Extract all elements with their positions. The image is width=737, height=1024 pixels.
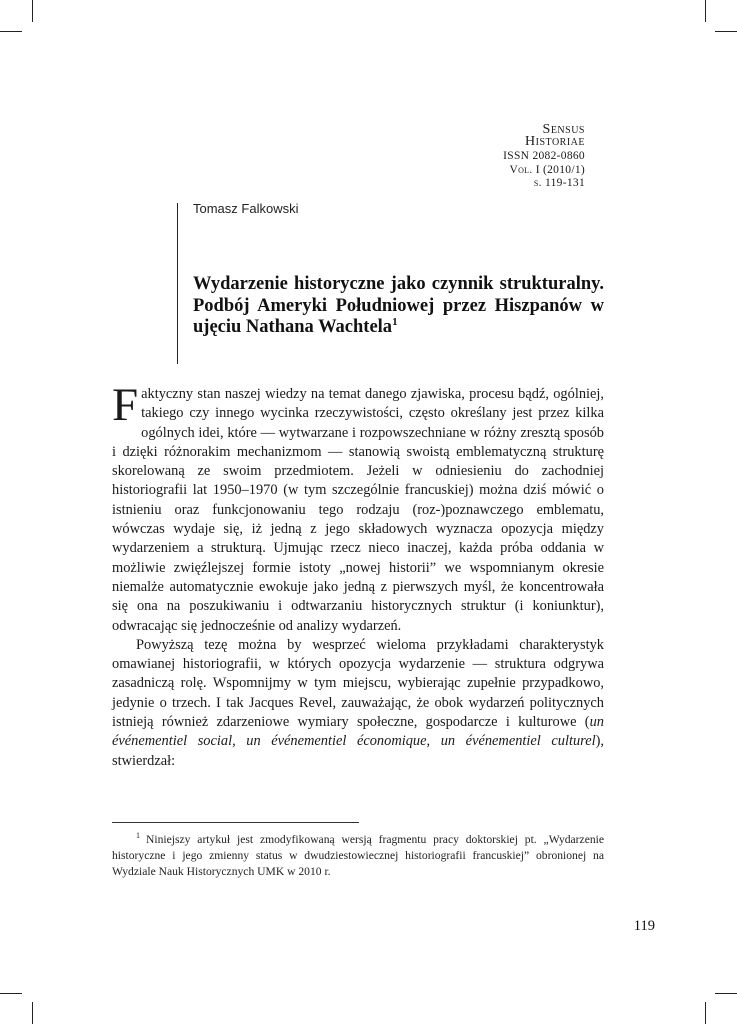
footnote-rule — [112, 822, 359, 823]
paragraph-1-text: aktyczny stan naszej wiedzy na temat danego zjawiska, procesu bądź, ogólniej, takiego czy innego wycinka rzeczywistości, często określany jest przez kilka ogólnych idei, które — wytwarzane i rozpowszechniane w różny zresztą sposób i dzięki różnorakim mechanizmom — stanowią swoistą emblematyczną strukturę skorelowaną ze swoim przedmiotem. Jeżeli w odniesieniu do zachodniej historiografii lat 1950–1970 (w tym szczególnie francuskiej) można dziś mówić o istnieniu oraz funkcjonowaniu tego rodzaju (roz-)poznawczego emblematu, wówczas wydaje się, iż jedną z jego składowych wyznacza opozycja między wydarzeniem a strukturą. Ujmując rzecz nieco inaczej, każda próba oddania w możliwie zwięźlejszej formie istoty „nowej historii” we wspomnianym okresie niemalże automatycznie ewokuje jako jedną z pierwszych myśl, że koncentrowała się ona na poszukiwaniu i odtwarzaniu historycznych struktur (i koniunktur), odwracając się jednocześnie od analizy wydarzeń. — [112, 386, 604, 634]
page-number: 119 — [633, 918, 655, 934]
paragraph-1 — [112, 379, 604, 636]
journal-name-line2: Historiae — [525, 134, 585, 149]
article-title-text: Wydarzenie historyczne jako czynnik strukturalny. Podbój Ameryki Południowej przez Hiszpanów w ujęciu Nathana Wachtela — [193, 274, 604, 337]
journal-header — [503, 124, 585, 191]
paragraph-2-italic: un événementiel social, un événementiel économique, un événementiel culturel — [112, 714, 604, 750]
journal-name — [503, 124, 585, 148]
crop-mark — [32, 1002, 33, 1024]
article-body — [112, 379, 604, 771]
article-title — [193, 274, 604, 339]
journal-issn: ISSN 2082-0860 — [503, 150, 585, 162]
journal-volume: Vol. I (2010/1) — [509, 163, 585, 176]
journal-pages: s. 119-131 — [533, 177, 585, 189]
paragraph-2-end: ), stwierdzał: — [112, 733, 604, 769]
footnote-number: 1 — [136, 831, 140, 840]
crop-mark — [715, 31, 737, 32]
crop-mark — [32, 0, 33, 22]
crop-mark — [0, 993, 22, 994]
crop-mark — [705, 0, 706, 22]
crop-mark — [705, 1002, 706, 1024]
paragraph-2-text: Powyższą tezę można by wesprzeć wieloma przykładami charakterystyk omawianej historiografii, w których opozycja wydarzenie — struktura odgrywa zasadniczą rolę. Wspomnijmy w tym miejscu, wybierając zupełnie przypadkowo, jedynie o trzech. I tak Jacques Revel, zauważając, że obok wydarzeń politycznych istnieją również zdarzeniowe wymiary społeczne, gospodarcze i kulturowe ( — [112, 636, 604, 731]
drop-cap: F — [112, 379, 139, 431]
footnote-text: Niniejszy artykuł jest zmodyfikowaną wersją fragmentu pracy doktorskiej pt. „Wydarzenie historyczne i jego zmienny status w dwudziestowiecznej historiografii francuskiej” obronionej na Wydziale Nauk Historycznych UMK w 2010 r. — [112, 832, 604, 879]
footnote-ref[interactable]: 1 — [392, 315, 398, 328]
author-name: Tomasz Falkowski — [193, 201, 299, 216]
crop-mark — [715, 993, 737, 994]
paragraph-2 — [112, 636, 604, 771]
footnote — [112, 828, 604, 880]
journal-name-line1: Sensus — [542, 122, 585, 137]
crop-mark — [0, 31, 22, 32]
title-side-rule — [177, 203, 178, 364]
